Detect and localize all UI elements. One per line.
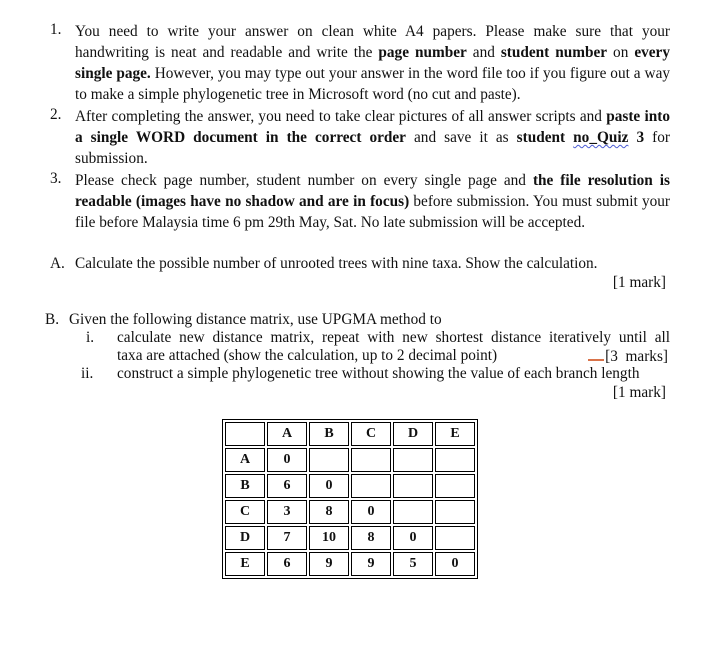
question-b-label: B. (45, 311, 60, 328)
table-cell (309, 448, 349, 472)
instruction-text: Please check page number, student number on every single page and the file resolution is readable (images have no shadow and are in focus) before submission. You must submit your file before Malaysia time 6 pm 29th May, Sat. No late submission will be accepted. (75, 172, 670, 231)
table-cell (393, 474, 433, 498)
instruction-3 (50, 170, 670, 233)
table-cell: 0 (309, 474, 349, 498)
table-cell: 0 (435, 552, 475, 576)
table-row (225, 500, 475, 524)
table-cell: 6 (267, 474, 307, 498)
instruction-text: After completing the answer, you need to take clear pictures of all answer scripts and paste into a single WORD document in the correct order and save it as student no_Quiz 3 for submission. (75, 108, 670, 167)
table-cell (351, 474, 391, 498)
row-label-cell: A (225, 448, 265, 472)
table-cell: 7 (267, 526, 307, 550)
table-row (225, 474, 475, 498)
question-b-text: Given the following distance matrix, use UPGMA method to (69, 311, 442, 328)
track-change-underline (588, 346, 604, 361)
table-cell (435, 526, 475, 550)
question-b-ii-marks: [1 mark] (612, 384, 666, 401)
table-header-row (225, 422, 475, 446)
question-b-ii-label: ii. (81, 365, 94, 382)
table-cell: 3 (267, 500, 307, 524)
table-cell (435, 448, 475, 472)
table-header-cell: B (309, 422, 349, 446)
spellcheck-squiggle: no_Quiz (573, 129, 629, 146)
question-b-i-label: i. (86, 329, 95, 346)
table-row (225, 448, 475, 472)
table-cell: 8 (309, 500, 349, 524)
instruction-number: 1. (50, 21, 62, 38)
instruction-1 (50, 21, 670, 105)
question-b-i-line2: taxa are attached (show the calculation, up to 2 decimal point) (117, 347, 498, 364)
row-label-cell: C (225, 500, 265, 524)
table-cell (351, 448, 391, 472)
distance-matrix-table (222, 419, 478, 579)
question-b-i-line1: calculate new distance matrix, repeat with new shortest distance iteratively until all (117, 329, 670, 346)
table-cell: 9 (309, 552, 349, 576)
table-cell: 0 (393, 526, 433, 550)
table-cell: 6 (267, 552, 307, 576)
table-header-cell (225, 422, 265, 446)
table-row (225, 526, 475, 550)
instruction-text: You need to write your answer on clean white A4 papers. Please make sure that your handwriting is neat and readable and write the page number and student number on every single page. However, you may type out your answer in the word file too if you figure out a way to make a simple phylogenetic tree in Microsoft word (no cut and paste). (75, 23, 671, 103)
instruction-number: 3. (50, 170, 62, 187)
question-a-text: Calculate the possible number of unrooted trees with nine taxa. Show the calculation. (75, 255, 598, 272)
table-header-cell: A (267, 422, 307, 446)
table-cell: 9 (351, 552, 391, 576)
table-cell: 0 (351, 500, 391, 524)
table-cell (435, 474, 475, 498)
table-row (225, 552, 475, 576)
question-b-ii-line1: construct a simple phylogenetic tree without showing the value of each branch length (117, 365, 640, 382)
table-header-cell: C (351, 422, 391, 446)
table-cell (393, 448, 433, 472)
table-header-cell: D (393, 422, 433, 446)
table-cell (435, 500, 475, 524)
table-cell (393, 500, 433, 524)
row-label-cell: E (225, 552, 265, 576)
table-cell: 10 (309, 526, 349, 550)
row-label-cell: D (225, 526, 265, 550)
table-cell: 5 (393, 552, 433, 576)
table-cell: 8 (351, 526, 391, 550)
row-label-cell: B (225, 474, 265, 498)
table-cell: 0 (267, 448, 307, 472)
table-header-cell: E (435, 422, 475, 446)
question-b-i-marks: [3 marks] (605, 348, 668, 365)
instruction-number: 2. (50, 106, 62, 123)
question-a-marks: [1 mark] (612, 274, 666, 291)
instruction-2 (50, 106, 670, 169)
question-a-label: A. (50, 255, 65, 272)
